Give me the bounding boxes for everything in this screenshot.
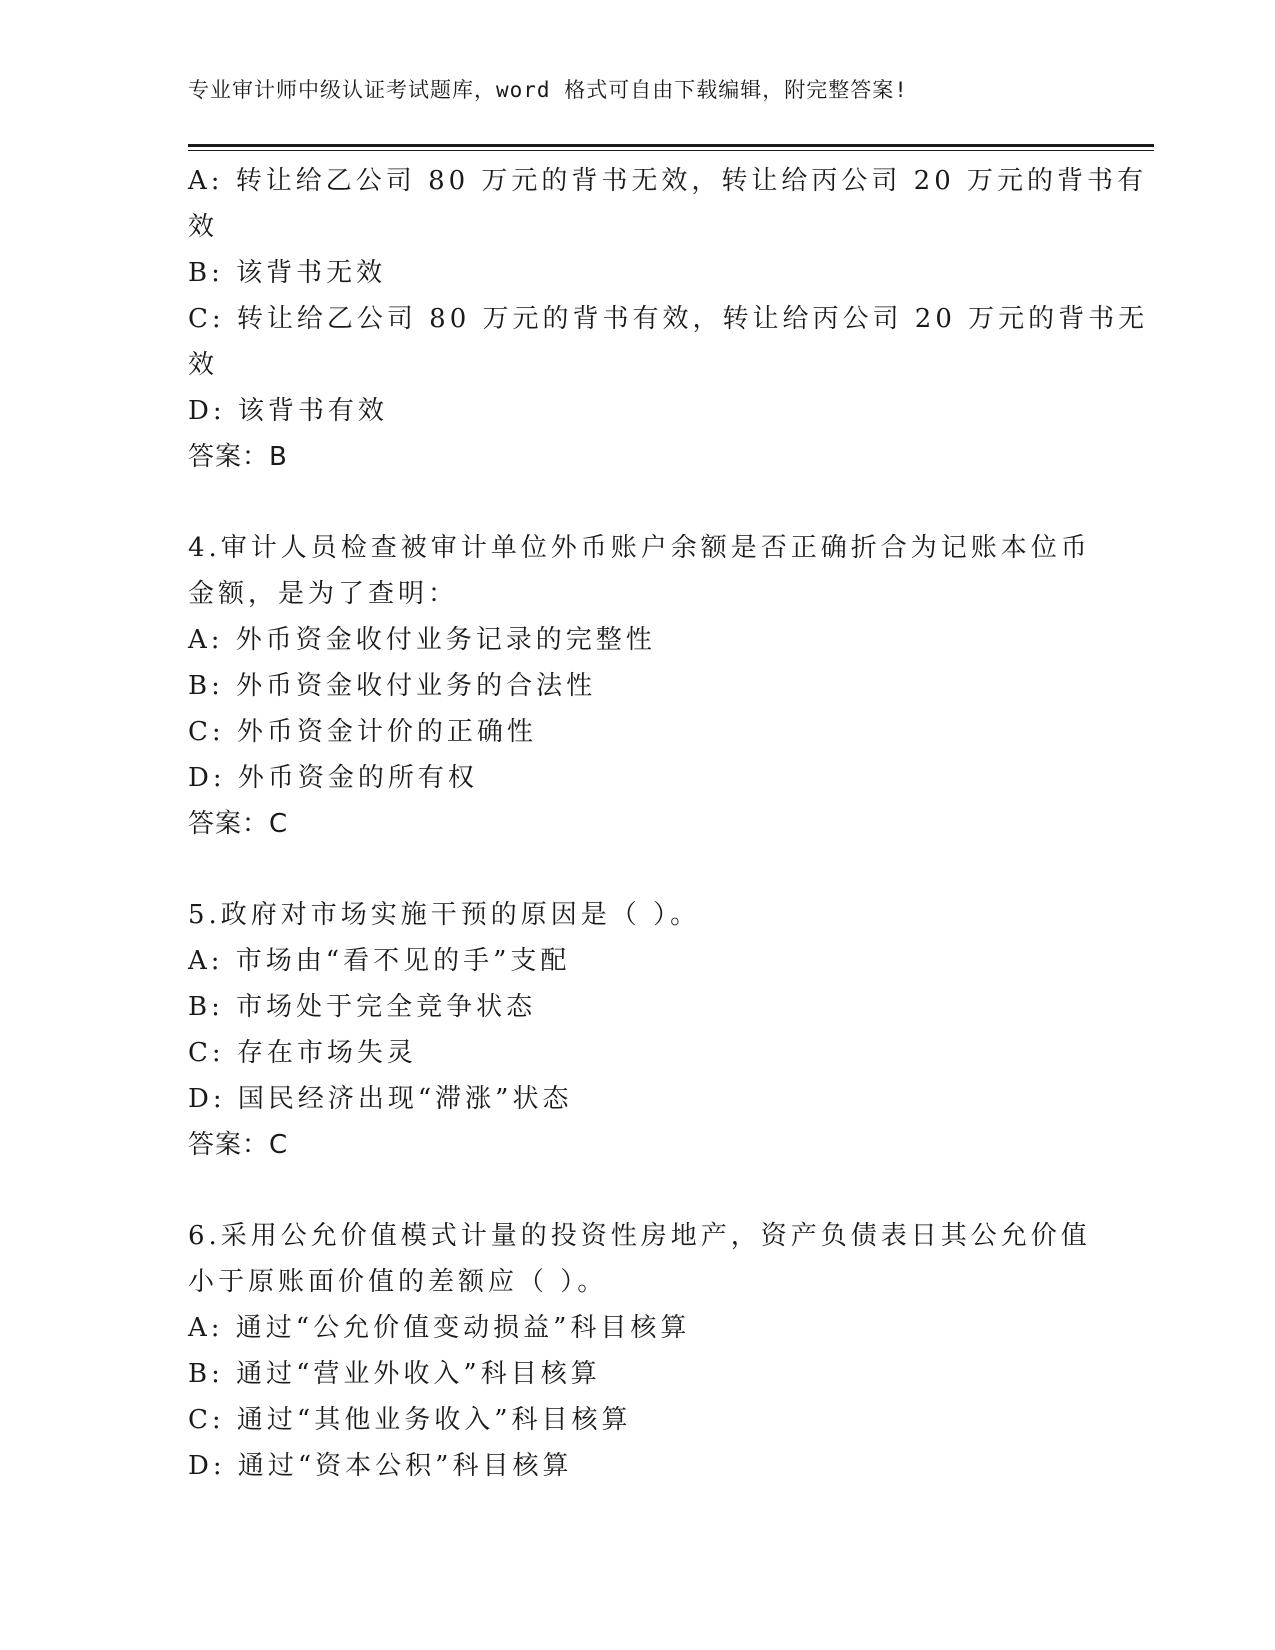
- block-spacer: [188, 480, 1088, 525]
- question-stem-line: 4.审计人员检查被审计单位外币账户余额是否正确折合为记账本位币: [188, 533, 1091, 563]
- option-b-line: B: 市场处于完全竞争状态: [188, 992, 537, 1022]
- option-a-line: A: 外币资金收付业务记录的完整性: [188, 625, 656, 655]
- block-spacer: [188, 1168, 1088, 1213]
- option-b-line: B: 该背书无效: [188, 258, 387, 288]
- option-a-line: A: 通过“公允价值变动损益”科目核算: [188, 1313, 691, 1343]
- question-content: [188, 158, 1149, 1489]
- option-a-line: A: 转让给乙公司 80 万元的背书无效，转让给丙公司 20 万元的背书有: [188, 166, 1148, 196]
- question-stem-line-continued: 小于原账面价值的差额应（ ）。: [188, 1267, 608, 1297]
- option-d-line: D: 国民经济出现“滞涨”状态: [188, 1084, 573, 1114]
- answer-line: 答案：C: [188, 1130, 289, 1160]
- question-block: [188, 525, 1091, 847]
- header-rule-thick: [188, 144, 1154, 147]
- page-header: 专业审计师中级认证考试题库，word 格式可自由下载编辑，附完整答案!: [188, 78, 908, 102]
- option-c-line: C: 存在市场失灵: [188, 1038, 417, 1068]
- option-b-line: B: 通过“营业外收入”科目核算: [188, 1359, 601, 1389]
- option-c-line-continued: 效: [188, 350, 219, 380]
- question-stem-line: 6.采用公允价值模式计量的投资性房地产，资产负债表日其公允价值: [188, 1221, 1091, 1251]
- option-c-line: C: 外币资金计价的正确性: [188, 717, 537, 747]
- option-a-line: A: 市场由“看不见的手”支配: [188, 946, 571, 976]
- answer-line: 答案：B: [188, 442, 288, 472]
- option-d-line: D: 通过“资本公积”科目核算: [188, 1451, 573, 1481]
- question-stem-line: 5.政府对市场实施干预的原因是（ ）。: [188, 900, 701, 930]
- option-d-line: D: 该背书有效: [188, 396, 388, 426]
- question-stem-line-continued: 金额，是为了查明：: [188, 579, 459, 609]
- option-d-line: D: 外币资金的所有权: [188, 763, 478, 793]
- answer-line: 答案：C: [188, 809, 289, 839]
- question-block: [188, 892, 1088, 1168]
- option-a-line-continued: 效: [188, 212, 219, 242]
- option-b-line: B: 外币资金收付业务的合法性: [188, 671, 597, 701]
- question-block: [188, 1213, 1091, 1489]
- header-rule-thin: [188, 150, 1154, 151]
- block-spacer: [188, 847, 1088, 892]
- option-c-line: C: 转让给乙公司 80 万元的背书有效，转让给丙公司 20 万元的背书无: [188, 304, 1149, 334]
- option-c-line: C: 通过“其他业务收入”科目核算: [188, 1405, 632, 1435]
- question-block: [188, 158, 1149, 480]
